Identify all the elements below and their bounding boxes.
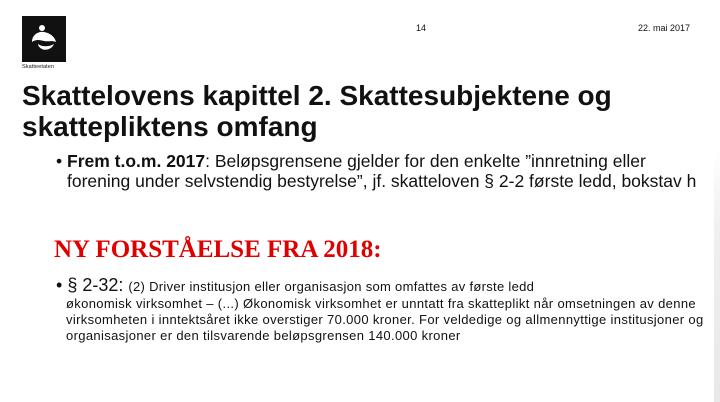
paragraph-ref: § 2-32: (67, 275, 124, 295)
page-number: 14 (416, 23, 427, 33)
slide-title: Skattelovens kapittel 2. Skattesubjektene og skattepliktens omfang (22, 80, 612, 142)
section-heading: NY FORSTÅELSE FRA 2018: (54, 236, 382, 263)
bullet-marker: • (56, 151, 63, 171)
bullet-new-rule-line (56, 275, 534, 295)
skatteetaten-logo (22, 16, 66, 76)
bullet-new-rule (56, 274, 696, 298)
bullet-lead: Frem t.o.m. 2017 (67, 151, 206, 171)
paragraph-body: økonomisk virksomhet – (...) Økonomisk virksomhet er unntatt fra skatteplikt når omsetningen av denne virksomheten i inntektsåret ikke overstiger 70.000 kroner. For veldedige og allmennyttige institusjoner og organisasjoner er den tilsvarende beløpsgrensen 140.000 kroner (66, 296, 704, 343)
logo-text: Skatteetaten (22, 64, 55, 70)
skatteetaten-logo-icon (22, 16, 66, 62)
side-gradient-bar (714, 150, 720, 402)
slide-date: 22. mai 2017 (638, 23, 691, 33)
logo-box (22, 16, 66, 62)
bullet-text: : Beløpsgrensene gjelder for den enkelte ”innretning eller forening under selvstendig bestyrelse”, jf. skatteloven § 2-2 første ledd, bokstav h (67, 151, 697, 191)
paragraph-sub: (2) Driver institusjon eller organisasjon som omfattes av første ledd (128, 279, 535, 294)
bullet-marker: • (56, 275, 63, 295)
bullet-current-rule (56, 152, 707, 191)
